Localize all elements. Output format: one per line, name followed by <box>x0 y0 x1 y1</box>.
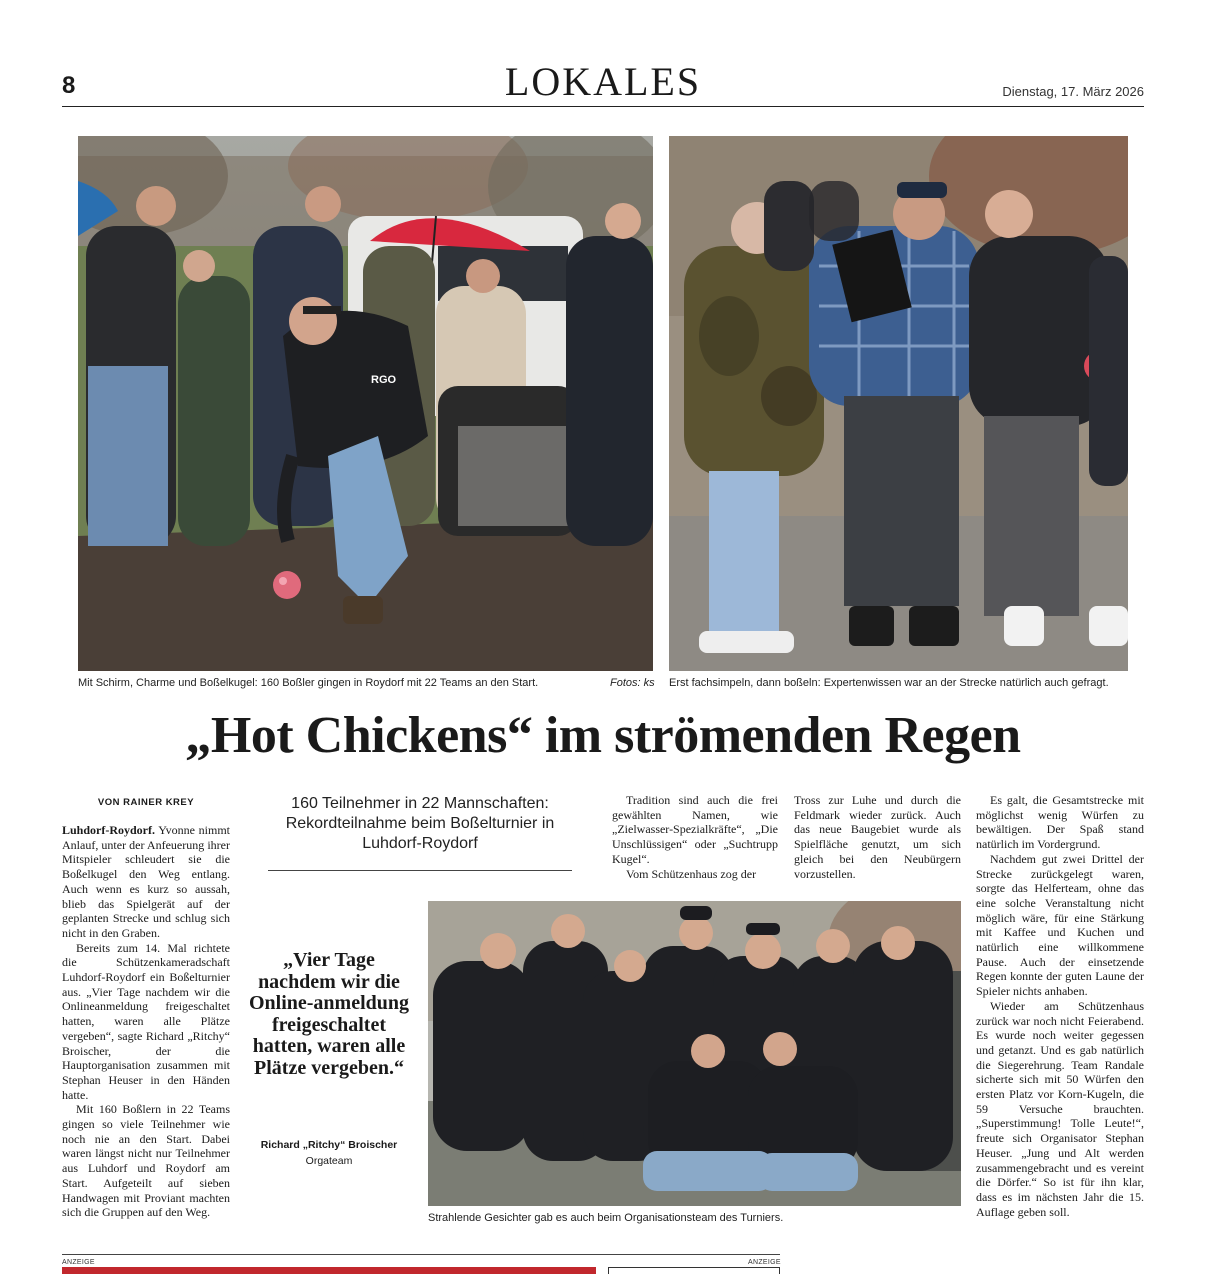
col5-paragraph-3: Wieder am Schützenhaus zurück war noch nicht Feierabend. Es wurde noch weiter gegessen und getanzt. Und es gab natürlich die Siegerehrung. Team Randale sicherte sich mit 50 Würfen den ersten Platz vor Korn-Kugeln, die 59 Versuche brauchten. „Superstimmung! Tolle Leute!“, freute sich Organisator Stephan Heuser. „Jung und Alt werden zusammengebracht und es vereint die Dörfer.“ So ist für ihn klar, dass es im nächsten Jahr die 15. Auflage geben soll. <box>976 998 1144 1219</box>
header-rule <box>62 106 1144 107</box>
dateline: Luhdorf-Roydorf. <box>62 823 156 837</box>
photo-bosseln-throw <box>78 136 653 671</box>
pull-quote-name: Richard „Ritchy“ Broischer <box>260 1139 398 1151</box>
col4-paragraph-1: Tross zur Luhe und durch die Feldmark wieder zurück. Auch das neue Baugebiet wurde als Spielfläche genutzt, um sich gleich bei den Neubürgern vorzustellen. <box>794 793 961 881</box>
issue-date: Dienstag, 17. März 2026 <box>1002 84 1144 99</box>
article-dek: 160 Teilnehmer in 22 Mannschaften: Rekordteilnahme beim Boßelturnier in Luhdorf-Roydorf <box>285 795 555 852</box>
col5-paragraph-1: Es galt, die Gesamtstrecke mit möglichst wenig Würfen zu bewältigen. Der Spaß stand natürlich im Vordergrund. <box>976 793 1144 852</box>
col1-paragraph-2: Bereits zum 14. Mal richtete die Schützenkameradschaft Luhdorf-Roydorf ein Boßelturnier aus. „Vier Tage nachdem wir die Onlineanmeldung freigeschaltet hatten, waren alle Plätze vergeben“, sagte Richard „Ritchy“ Broischer, der die Hauptorganisation zusammen mit Stephan Heuser in den Händen hatte. <box>62 940 230 1102</box>
photo-orga-team <box>428 901 961 1206</box>
pull-quote: „Vier Tage nachdem wir die Online-anmeldung freigeschaltet hatten, waren alle Plätze vergeben.“ <box>248 949 410 1079</box>
col1-paragraph-1-text: Yvonne nimmt Anlauf, unter der Anfeuerung ihrer Mitspieler schleudert sie die Boßelkugel den Weg entlang. Auch wenn es kurz so aussah, blieb das Spielgerät auf der geplanten Strecke und schlug sich nicht in den Graben. <box>62 823 230 940</box>
photo-orga-team-image <box>428 901 961 1206</box>
article-column-4 <box>794 793 961 881</box>
right-photo-caption: Erst fachsimpeln, dann boßeln: Expertenwissen war an der Strecke natürlich auch gefragt. <box>669 677 1109 689</box>
advertisement-left[interactable] <box>62 1267 596 1274</box>
photo-credit: Fotos: ks <box>610 677 655 689</box>
section-title: LOKALES <box>504 59 702 104</box>
ad-label-left: ANZEIGE <box>62 1259 95 1266</box>
col1-paragraph-1 <box>62 823 230 941</box>
article-headline: „Hot Chickens“ im strömenden Regen <box>185 707 1021 764</box>
article-column-3 <box>612 793 778 881</box>
col3-paragraph-2: Vom Schützenhaus zog der <box>626 866 757 881</box>
advertisement-right[interactable] <box>608 1267 780 1274</box>
photo-experts <box>669 136 1128 671</box>
pull-quote-role: Orgateam <box>305 1155 353 1167</box>
col5-paragraph-2: Nachdem gut zwei Drittel der Strecke zurückgelegt waren, sorgte das Helferteam, ohne das eine solche Veranstaltung nicht möglich wäre, für eine Stärkung mit Kaffee und Kuchen und natürlich eine willkommene Pause. Auch der einsetzende Regen konnte der guten Laune der Spieler nichts anhaben. <box>976 851 1144 999</box>
jacket-logo: RGO <box>371 374 397 386</box>
ad-label-right: ANZEIGE <box>748 1259 781 1266</box>
group-photo-caption: Strahlende Gesichter gab es auch beim Organisationsteam des Turniers. <box>428 1212 784 1224</box>
article-column-5 <box>976 793 1144 1219</box>
col1-paragraph-3: Mit 160 Boßlern in 22 Teams gingen so viele Teilnehmer wie noch nie an den Start. Dabei waren längst nicht nur Teilnehmer aus Luhdorf und Roydorf am Start. Aufgeteilt auf sieben Handwagen mit Proviant machten sich die Gruppen auf den Weg. <box>62 1102 230 1220</box>
photo-experts-image <box>669 136 1128 671</box>
dek-rule <box>268 870 572 871</box>
left-photo-caption: Mit Schirm, Charme und Boßelkugel: 160 Boßler gingen in Roydorf mit 22 Teams an den Start. <box>78 677 539 689</box>
article-column-1 <box>62 823 230 1220</box>
ad-top-rule <box>62 1254 780 1255</box>
page-number: 8 <box>62 72 76 99</box>
photo-bosseln-throw-image <box>78 136 653 671</box>
byline: VON RAINER KREY <box>97 797 195 808</box>
col3-paragraph-1: Tradition sind auch die frei gewählten Namen, wie „Zielwasser-Spezialkräfte“, „Die Unschlüssigen“ oder „Suchtrupp Kugel“. <box>612 793 778 866</box>
